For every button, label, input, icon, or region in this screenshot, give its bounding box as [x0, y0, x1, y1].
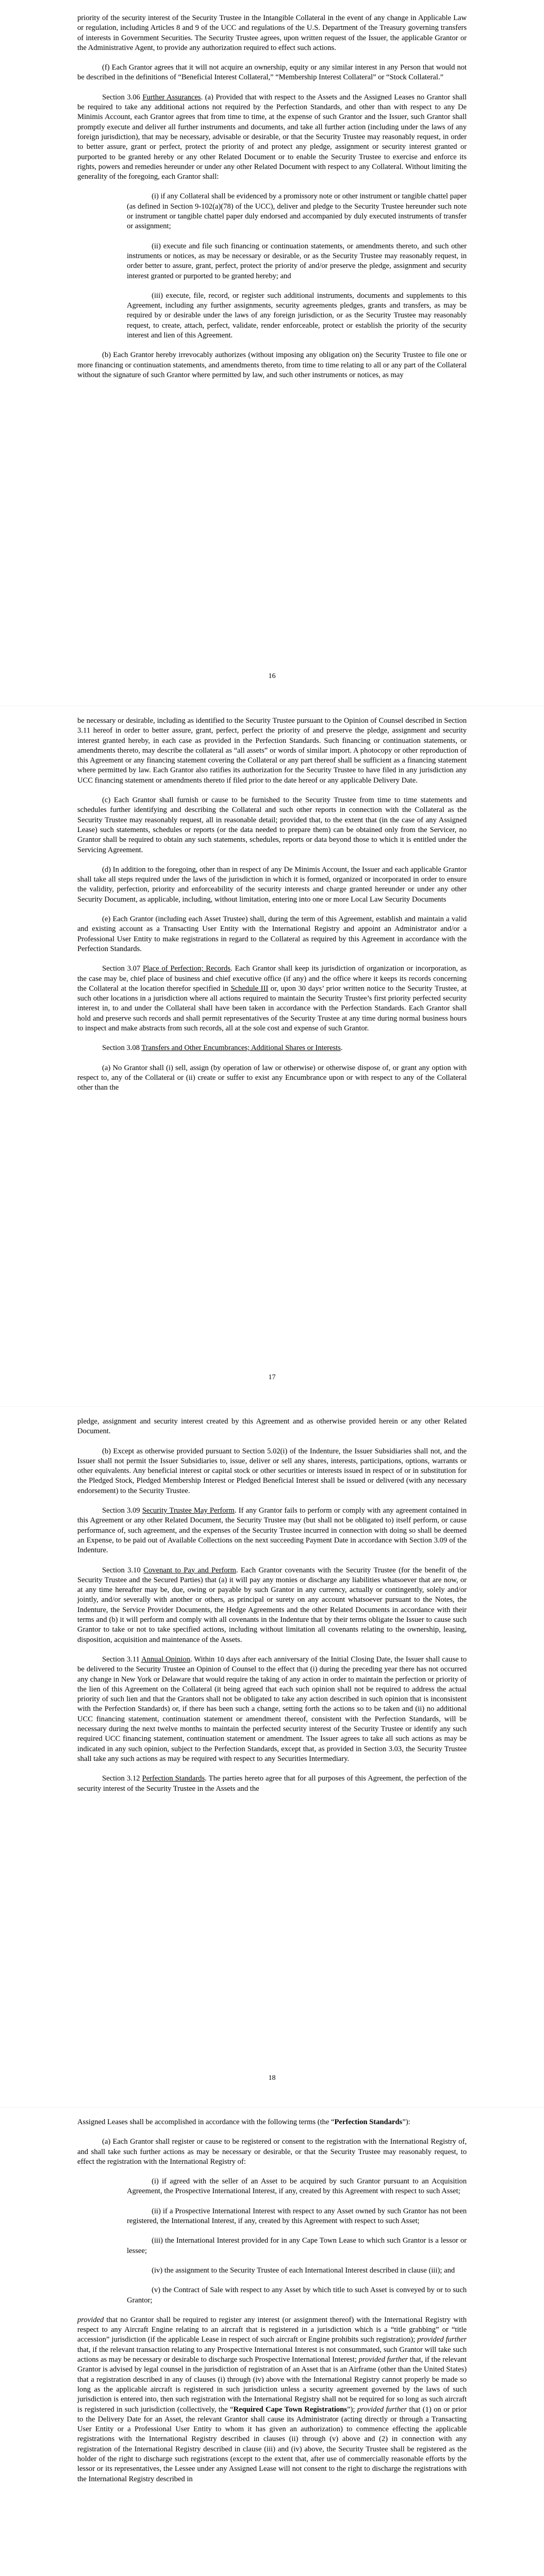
paragraph	[77, 1774, 467, 1794]
document-page-19	[0, 2117, 544, 2494]
text-run: Section 3.09	[102, 1506, 142, 1515]
paragraph	[77, 1447, 467, 1496]
text-run: (e) Each Grantor (including each Asset Trustee) shall, during the term of this Agreement, establish and maintain a valid and existing account as a Transacting User Entity with the International Registry and appoint an Administrator and/or a Professional User Entity to make registrations in regard to the Collateral as required by this Agreement in accordance with the Perfection Standards.	[77, 915, 467, 953]
paragraph	[77, 1655, 467, 1764]
paragraph	[77, 865, 467, 905]
paragraph	[77, 2177, 467, 2197]
document-page-16	[0, 13, 544, 390]
section-heading: Transfers and Other Encumbrances; Additional Shares or Interests	[141, 1044, 341, 1053]
paragraph	[77, 2117, 467, 2127]
paragraph	[77, 192, 467, 231]
text-run: pledge, assignment and security interest created by this Agreement and as otherwise provided herein or any other Related Document.	[77, 1417, 467, 1436]
text-run: (b) Except as otherwise provided pursuant to Section 5.02(i) of the Indenture, the Issuer Subsidiaries shall not, and the Issuer shall not permit the Issuer Subsidiaries to, issue, deliver or sell any shares, interests, participations, options, warrants or other equivalents. Any beneficial interest or capital stock or other securities or interests issued in respect of or in substitution for the Pledged Stock, Pledged Membership Interest or Pledged Beneficial Interest shall be issued or delivered (with any necessary endorsement) to the Security Trustee.	[77, 1447, 467, 1495]
text-run: Section 3.07	[102, 964, 143, 973]
text-run: (d) In addition to the foregoing, other than in respect of any De Minimis Account, the Issuer and each applicable Grantor shall take all steps required under the laws of the jurisdiction in which it is formed, organized or incorporated in order to ensure the validity, perfection, priority and enforceability of the security interests and charge granted hereunder or under any other Security Document, as applicable, including, without limitation, entering into one or more Local Law Security Documents	[77, 865, 467, 904]
paragraph	[77, 242, 467, 281]
page-number-17: 17	[268, 1374, 276, 1381]
paragraph	[77, 1063, 467, 1093]
text-run: Section 3.08	[102, 1044, 142, 1053]
section-heading: Security Trustee May Perform	[142, 1506, 235, 1515]
text-run: that, if the relevant Grantor is advised by legal counsel in the jurisdiction of registration of an Asset that is an Airframe (other than the United States) that a registration described in any of clauses (i) through (iv) above with the International Registry cannot properly be made so long as the applicable aircraft is registered in such jurisdiction unless a security agreement governed by the laws of such jurisdiction is entered into, then such registration with the International Registry shall not be required for so long as such aircraft is registered in such jurisdiction (collectively, the “	[77, 2355, 467, 2414]
document-page-17	[0, 716, 544, 1103]
paragraph	[77, 1566, 467, 1645]
text-run: (a) Each Grantor shall register or cause to be registered or consent to the registration with the International Registry of, and shall take such further actions as may be necessary or desirable, or that the Security Trustee may reasonably request, to effect the registration with the International Registry of:	[77, 2138, 467, 2166]
text-run: (iv) the assignment to the Security Trustee of each International Interest described in clause (iii); and	[152, 2266, 455, 2275]
page-divider	[0, 1406, 544, 1407]
paragraph	[77, 2236, 467, 2256]
section-heading: Further Assurances	[142, 93, 201, 101]
defined-term: Perfection Standards	[334, 2118, 403, 2126]
text-run: that (1) on or prior to the Delivery Date for an Asset, the relevant Grantor shall cause its Administrator (acting directly or through a Transacting User Entity or a Professional User Entity to whom it has given an authorization) to commence effecting the applicable registrations with the International Registry described in clauses (ii) through (v) above and (2) in connection with any registration of the International Registry described in clause (iii) and (iv) above, the Security Trustee shall be registered as the holder of the right to discharge such registrations (except to the extent that, after use of commercially reasonable efforts by the lessor or its representatives, the Lessee under any Assigned Lease will not consent to the right to discharge the registrations with the International Registry described in	[77, 2405, 467, 2483]
italic-text: provided	[77, 2315, 104, 2324]
text-run: (v) the Contract of Sale with respect to any Asset by which title to such Asset is conveyed by or to such Grantor;	[127, 2286, 467, 2304]
document-page-18	[0, 1417, 544, 1804]
paragraph	[77, 2137, 467, 2167]
text-run: Assigned Leases shall be accomplished in accordance with the following terms (the “	[77, 2118, 335, 2126]
text-run: (f) Each Grantor agrees that it will not acquire an ownership, equity or any similar interest in any Person that would not be described in the definitions of “Beneficial Interest Collateral,” “Membership Interest Collateral” or “Stock Collateral.”	[77, 63, 467, 82]
text-run: (ii) execute and file such financing or continuation statements, or amendments thereto, and such other instruments or notices, as may be necessary or desirable, or as the Security Trustee may reasonably request, in order better to assure, grant, perfect, protect the priority of and/or preserve the pledge, assignment and security interest granted or purported to be granted hereby; and	[127, 242, 467, 280]
text-run: (i) if agreed with the seller of an Asset to be acquired by such Grantor pursuant to an Acquisition Agreement, the Prospective International Interest, if any, created by this Agreement with respect to such Asset;	[127, 2177, 467, 2196]
text-run: .	[340, 1044, 343, 1053]
section-heading: Annual Opinion	[141, 1655, 190, 1664]
text-run: (ii) if a Prospective International Interest with respect to any Asset owned by such Grantor has not been registered, the International Interest, if any, created by this Agreement with respect to such Asset;	[127, 2207, 467, 2226]
text-run: be necessary or desirable, including as identified to the Security Trustee pursuant to the Opinion of Counsel described in Section 3.11 hereof in order to better assure, grant, perfect, perfect the priority of and preserve the pledge, assignment and security interest granted hereby, in each case as provided in the Perfection Standards. Such financing or continuation statements, or amendments thereto, may describe the collateral as “all assets” or words of similar import. A photocopy or other reproduction of this Agreement or any financing statement covering the Collateral or any part thereof shall be sufficient as a financing statement where permitted by law. Each Grantor also ratifies its authorization for the Security Trustee to have filed in any jurisdiction any UCC financing statement or amendments thereto if filed prior to the date hereof or any applicable Delivery Date.	[77, 717, 467, 785]
defined-term: Required Cape Town Registrations	[233, 2405, 347, 2414]
paragraph	[77, 1043, 467, 1053]
text-run: that no Grantor shall be required to register any interest (or assignment thereof) with the International Registry with respect to any Aircraft Engine relating to an aircraft that is registered in a jurisdiction which is a “title grabbing” or “title accession” jurisdiction (if the applicable Lease in respect of such aircraft or Engine prohibits such registration);	[77, 2315, 467, 2344]
italic-text: provided further	[358, 2355, 408, 2364]
paragraph	[77, 914, 467, 954]
section-heading: Schedule III	[230, 984, 269, 993]
page-number-18: 18	[268, 2074, 276, 2082]
paragraph	[77, 2207, 467, 2227]
paragraph	[77, 2315, 467, 2484]
text-run: Section 3.10	[102, 1566, 144, 1574]
paragraph	[77, 1506, 467, 1555]
text-run: (a) No Grantor shall (i) sell, assign (by operation of law or otherwise) or otherwise dispose of, or grant any option with respect to, any of the Collateral or (ii) create or suffer to exist any Encumbrance upon or with respect to any of the Collateral other than the	[77, 1063, 467, 1092]
paragraph	[77, 2266, 467, 2276]
paragraph	[77, 716, 467, 786]
section-heading: Place of Perfection; Records	[142, 964, 231, 973]
text-run: Section 3.06	[102, 93, 143, 101]
text-run: (i) if any Collateral shall be evidenced by a promissory note or other instrument or tangible chattel paper (as defined in Section 9-102(a)(78) of the UCC), deliver and pledge to the Security Trustee hereunder such note or instrument or tangible chattel paper duly endorsed and accompanied by duly executed instruments of transfer or assignment;	[127, 192, 467, 231]
text-run: . Each Grantor covenants with the Security Trustee (for the benefit of the Security Trustee and the Secured Parties) that (a) it will pay any monies or discharge any liabilities whatsoever that are now, or at any time hereafter may be, due, owing or payable by such Grantor in any currency, actually or contingently, solely and/or jointly, and/or severally with another or others, as principal or surety on any account whatsoever pursuant to the Notes, the Indenture, the Service Provider Documents, the Hedge Agreements and the other Related Documents in accordance with their terms and (b) it will perform and comply with all covenants in the Indenture that by their terms obligate the Issuer to cause such Grantor to take or not to take specified actions, including without limitation all covenants relating to the ownership, leasing, disposition, acquisition and maintenance of the Assets.	[77, 1566, 467, 1644]
section-heading: Covenant to Pay and Perform	[143, 1566, 236, 1574]
text-run: priority of the security interest of the Security Trustee in the Intangible Collateral in the event of any change in Applicable Law or regulation, including Articles 8 and 9 of the UCC and regulations of the U.S. Department of the Treasury governing transfers of interests in Government Securities. The Security Trustee agrees, upon written request of the Issuer, the applicable Grantor or the Administrative Agent, to provide any authorization required to effect such actions.	[77, 14, 467, 52]
paragraph	[77, 964, 467, 1033]
text-run: (iii) the International Interest provided for in any Cape Town Lease to which such Grantor is a lessor or lessee;	[127, 2236, 467, 2255]
text-run: or, upon 30 days’ prior written notice to the Security Trustee, at such other locations in a jurisdiction where all actions required to maintain the Security Trustee’s first priority perfected security interest in, to and under the Collateral shall have been taken in accordance with the Perfection Standards. Each Grantor shall hold and preserve such records and shall permit representatives of the Security Trustee at any time during normal business hours to inspect and make abstracts from such records, all at the sole cost and expense of such Grantor.	[77, 984, 467, 1033]
page-number-16: 16	[268, 672, 276, 680]
text-run: . The parties hereto agree that for all purposes of this Agreement, the perfection of the security interest of the Security Trustee in the Assets and the	[77, 1774, 467, 1793]
paragraph	[77, 1417, 467, 1437]
text-run: Section 3.11	[102, 1655, 142, 1664]
paragraph	[77, 350, 467, 380]
text-run: Section 3.12	[102, 1774, 142, 1783]
text-run: ”):	[402, 2118, 410, 2126]
italic-text: provided further	[417, 2335, 467, 2344]
text-run: ”);	[347, 2405, 357, 2414]
paragraph	[77, 13, 467, 53]
text-run: (c) Each Grantor shall furnish or cause to be furnished to the Security Trustee from time to time statements and schedules further identifying and describing the Collateral and such other reports in connection with the Collateral as the Security Trustee may reasonably request, all in reasonable detail; provided that, to the extent that (in the case of any Assigned Lease) such statements, schedules or reports (or the data needed to prepare them) can be obtained only from the Servicer, no Grantor shall be required to obtain any such statements, schedules, reports or data beyond those to which it is entitled under the Servicing Agreement.	[77, 796, 467, 854]
paragraph	[77, 93, 467, 182]
text-run: . (a) Provided that with respect to the Assets and the Assigned Leases no Grantor shall be required to take any additional actions not required by the Perfection Standards, and other than with respect to any De Minimis Account, each Grantor agrees that from time to time, at the expense of such Grantor and the Issuer, such Grantor shall promptly execute and deliver all further instruments and documents, and take all further action (including under the laws of any foreign jurisdiction), that may be necessary, advisable or desirable, or that the Security Trustee may reasonably request, in order to better assure, grant or perfect, protect the priority of and protect any pledge, assignment or security interest granted or purported to be granted hereby or any other Related Document or to enable the Security Trustee to exercise and enforce its rights, powers and remedies hereunder or under any other Related Document with respect to any Collateral. Without limiting the generality of the foregoing, each Grantor shall:	[77, 93, 467, 181]
text-run: . If any Grantor fails to perform or comply with any agreement contained in this Agreement or any other Related Document, the Security Trustee may (but shall not be obligated to) itself perform, or cause performance of, such agreement, and the expenses of the Security Trustee incurred in connection with doing so shall be deemed an Expense, to be paid out of Available Collections on the next succeeding Payment Date in accordance with Section 3.09 of the Indenture.	[77, 1506, 467, 1555]
paragraph	[77, 795, 467, 855]
paragraph	[77, 63, 467, 83]
italic-text: provided further	[357, 2405, 407, 2414]
text-run: that, if the relevant transaction relating to any Prospective International Interest is not consummated, such Grantor will take such actions as may be necessary or desirable to discharge such Prospective International Interest;	[77, 2345, 467, 2364]
page-divider	[0, 2107, 544, 2108]
text-run: . Each Grantor shall keep its jurisdiction of organization or incorporation, as the case may be, chief place of business and chief executive office (if any) and the office where it keeps its records concerning the Collateral at the location therefor specified in	[77, 964, 467, 993]
section-heading: Perfection Standards	[142, 1774, 205, 1783]
paragraph	[77, 2285, 467, 2306]
text-run: (iii) execute, file, record, or register such additional instruments, documents and supplements to this Agreement, including any further assignments, security agreements pledges, grants and transfers, as may be required by or desirable under the laws of any foreign jurisdiction, or as the Security Trustee may reasonably request, to create, attach, perfect, validate, render enforceable, protect or establish the priority of the security interest and lien of this Agreement.	[127, 291, 467, 340]
text-run: (b) Each Grantor hereby irrevocably authorizes (without imposing any obligation on) the Security Trustee to file one or more financing or continuation statements, and amendments thereto, from time to time relating to all or any part of the Collateral without the signature of such Grantor where permitted by law, and such other instruments or notices, as may	[77, 351, 467, 379]
paragraph	[77, 291, 467, 341]
text-run: . Within 10 days after each anniversary of the Initial Closing Date, the Issuer shall cause to be delivered to the Security Trustee an Opinion of Counsel to the effect that (i) during the preceding year there has not occurred any change in New York or Delaware that would require the taking of any action in order to maintain the perfection or priority of the lien of this Agreement on the Collateral (it being agreed that each such opinion shall not be required to address the actual priority of such lien and that the Grantors shall not be obligated to take any action described in such opinion that is inconsistent with the Perfection Standards) or, if there has been such a change, setting forth the actions so to be taken and (ii) no additional UCC financing statement, continuation statement or amendment thereof, consistent with the Perfection Standards, will be necessary during the next twelve months to maintain the perfected security interest of the Security Trustee or identify any such required UCC financing statement, continuation statement or amendment. The Issuer agrees to take all such actions as may be indicated in any such opinion, subject to the Perfection Standards, except that, as provided in Section 3.03, the Security Trustee shall take any such actions as may be required with respect to any Securities Intermediary.	[77, 1655, 467, 1763]
